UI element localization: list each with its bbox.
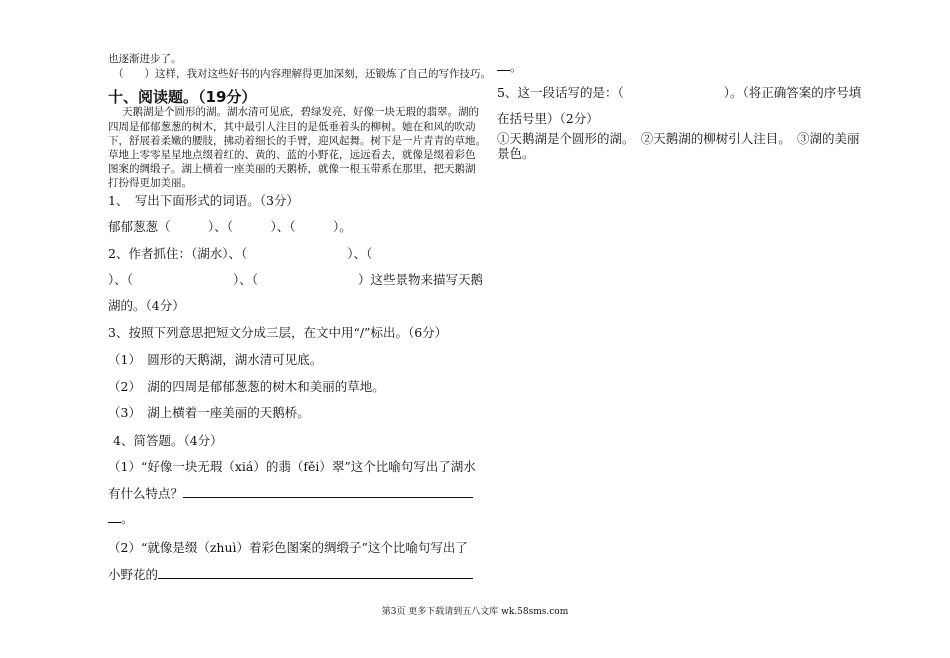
passage-line-1: 天鹅湖是个圆形的湖。湖水清可见底，碧绿发亮，好像一块无瑕的翡翠。湖的 [122, 106, 479, 118]
question-3-item-1: （1） 圆形的天鹅湖，湖水清可见底。 [108, 352, 323, 367]
passage-line-2: 四周是郁郁葱葱的树木，其中最引人注目的是低垂着头的柳树。她在和风的吹动 [108, 121, 476, 133]
question-3-item-3: （3） 湖上横着一座美丽的天鹅桥。 [108, 405, 310, 420]
question-1: 1、 写出下面形式的词语。（3分） [108, 193, 299, 208]
intro-line-1: 也逐渐进步了。 [108, 53, 182, 65]
page-footer: 第3页 更多下载请到五八文库 wk.58sms.com [381, 607, 569, 617]
section-title: 十、阅读题。（19分） [108, 88, 257, 106]
carryover-end: 。 [510, 59, 523, 74]
passage-line-3: 下，舒展着柔嫩的腰肢，拂动着细长的手臂，迎风起舞。树下是一片青青的草地。 [108, 135, 486, 147]
question-2-line-1: 2、作者抓住：（湖水）、（ ）、（ [108, 246, 373, 261]
answer-line-1[interactable] [183, 485, 473, 498]
question-4-sub-1-prompt: 有什么特点？ [108, 486, 184, 501]
question-4-sub-1-line-1: （1）“好像一块无瑕（xiá）的翡（fěi）翠”这个比喻句写出了湖水 [108, 459, 476, 474]
question-5-line-1: 5、这一段话写的是：（ ）。（将正确答案的序号填 [497, 85, 862, 100]
question-4-sub-2-prompt: 小野花的 [108, 567, 159, 582]
question-2-line-3: 湖的。（4分） [108, 298, 185, 313]
question-4-sub-1-end: 。 [121, 511, 134, 526]
passage-line-6: 打扮得更加美丽。 [108, 177, 192, 189]
question-4-sub-2-line-2 [108, 566, 473, 583]
question-4-sub-2-line-1: （2）“就像是缀（zhuì）着彩色图案的绸缎子”这个比喻句写出了 [108, 540, 468, 555]
carryover-blank[interactable] [497, 61, 510, 71]
question-5-options: ①天鹅湖是个圆形的湖。 ②天鹅湖的柳树引人注目。 ③湖的美丽 [497, 131, 860, 146]
passage-line-5: 图案的绸缎子。湖上横着一座美丽的天鹅桥，就像一根玉带系在那里，把天鹅湖 [108, 163, 476, 175]
question-4-sub-1-line-2 [108, 485, 473, 502]
answer-line-1-continued[interactable] [108, 513, 121, 523]
question-1-answer-blanks[interactable]: 郁郁葱葱（ ）、（ ）、（ ）。 [108, 219, 352, 234]
passage-line-4: 草地上零零星星地点缀着红的、黄的、蓝的小野花，远远看去，就像是缀着彩色 [108, 149, 476, 161]
carryover-answer-line [497, 59, 523, 75]
question-2-line-2: ）、（ ）、（ ）这些景物来描写天鹅 [108, 272, 484, 287]
question-5-options-cont: 景色。 [497, 146, 535, 161]
answer-line-2[interactable] [158, 566, 473, 579]
intro-line-2: （ ）这样，我对这些好书的内容理解得更加深刻，还锻炼了自己的写作技巧。 [113, 68, 491, 80]
question-3-item-2: （2） 湖的四周是郁郁葱葱的树木和美丽的草地。 [108, 379, 385, 394]
question-5-line-2: 在括号里）（2分） [497, 111, 599, 126]
question-4-sub-1-line-3 [108, 511, 134, 527]
question-4: 4、简答题。（4分） [113, 433, 223, 448]
question-3: 3、按照下列意思把短文分成三层，在文中用“/”标出。（6分） [108, 325, 448, 340]
